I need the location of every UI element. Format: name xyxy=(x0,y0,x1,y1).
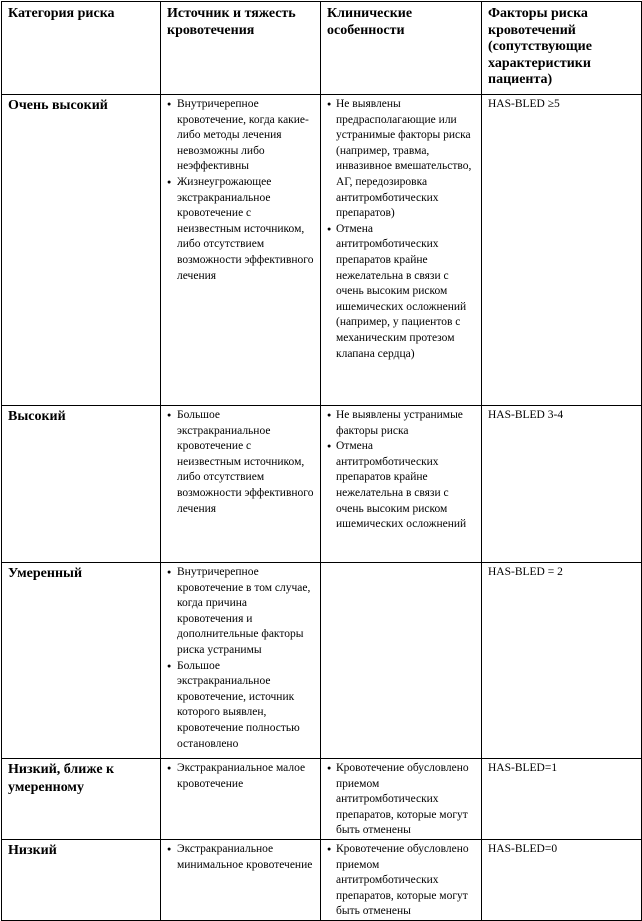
table-row xyxy=(2,759,642,840)
list-item: ● Экстракраниальное малое кровотечение xyxy=(167,761,314,792)
table-row xyxy=(2,563,642,759)
bleeding-source-cell xyxy=(161,839,321,920)
list-item: ● Отмена антитромботических препаратов крайне нежелательна в связи с очень высоким риском ишемических осложнений (например, у пациентов с механическим протезом клапана сердца) xyxy=(327,222,475,362)
table-row xyxy=(2,95,642,406)
bullet-list xyxy=(327,761,475,839)
clinical-features-cell xyxy=(321,839,482,920)
list-item: ● Кровотечение обусловлено приемом антитромботических препаратов, которые могут быть отменены xyxy=(327,761,475,839)
table-row xyxy=(2,839,642,920)
list-item: ● Внутричерепное кровотечение в том случае, когда причина кровотечения и дополнительные факторы риска устранимы xyxy=(167,565,314,659)
bleeding-source-cell xyxy=(161,563,321,759)
bleeding-source-cell xyxy=(161,406,321,563)
clinical-features-cell xyxy=(321,406,482,563)
list-item: ● Экстракраниальное минимальное кровотечение xyxy=(167,842,314,873)
list-item: ● Большое экстракраниальное кровотечение, источник которого выявлен, кровотечение полностью остановлено xyxy=(167,659,314,753)
bullet-list xyxy=(167,842,314,873)
bullet-list xyxy=(167,565,314,752)
bleeding-source-cell xyxy=(161,759,321,840)
list-item: ● Не выявлены предрасполагающие или устранимые факторы риска (например, травма, инвазивное вмешательство, АГ, передозировка антитромботических препаратов) xyxy=(327,97,475,222)
list-item: ● Не выявлены устранимые факторы риска xyxy=(327,408,475,439)
risk-category-cell: Низкий, ближе к умеренному xyxy=(2,759,161,840)
has-bled-score-cell: HAS-BLED=0 xyxy=(482,839,642,920)
bullet-list xyxy=(167,408,314,517)
risk-category-cell: Высокий xyxy=(2,406,161,563)
list-item: ● Жизнеугрожающее экстракраниальное кровотечение с неизвестным источником, либо отсутствием возможности эффективного лечения xyxy=(167,175,314,284)
header-source: Источник и тяжесть кровотечения xyxy=(161,2,321,95)
risk-table xyxy=(1,1,642,921)
list-item: ● Отмена антитромботических препаратов крайне нежелательна в связи с очень высоким риском ишемических осложнений xyxy=(327,439,475,533)
clinical-features-cell xyxy=(321,95,482,406)
risk-category-cell: Низкий xyxy=(2,839,161,920)
bullet-list xyxy=(327,97,475,362)
table-row xyxy=(2,406,642,563)
bullet-list xyxy=(327,842,475,920)
bleeding-source-cell xyxy=(161,95,321,406)
header-clinical: Клинические особенности xyxy=(321,2,482,95)
clinical-features-cell xyxy=(321,563,482,759)
has-bled-score-cell: HAS-BLED=1 xyxy=(482,759,642,840)
header-factors: Факторы риска кровотечений (сопутствующие характеристики пациента) xyxy=(482,2,642,95)
bullet-list xyxy=(167,761,314,792)
clinical-features-cell xyxy=(321,759,482,840)
has-bled-score-cell: HAS-BLED 3-4 xyxy=(482,406,642,563)
risk-category-cell: Очень высокий xyxy=(2,95,161,406)
list-item: ● Большое экстракраниальное кровотечение с неизвестным источником, либо отсутствием возможности эффективного лечения xyxy=(167,408,314,517)
header-category: Категория риска xyxy=(2,2,161,95)
list-item: ● Внутричерепное кровотечение, когда какие-либо методы лечения невозможны либо неэффективны xyxy=(167,97,314,175)
header-row xyxy=(2,2,642,95)
bullet-list xyxy=(327,408,475,533)
list-item: ● Кровотечение обусловлено приемом антитромботических препаратов, которые могут быть отменены xyxy=(327,842,475,920)
bullet-list xyxy=(167,97,314,284)
has-bled-score-cell: HAS-BLED ≥5 xyxy=(482,95,642,406)
has-bled-score-cell: HAS-BLED = 2 xyxy=(482,563,642,759)
risk-category-cell: Умеренный xyxy=(2,563,161,759)
